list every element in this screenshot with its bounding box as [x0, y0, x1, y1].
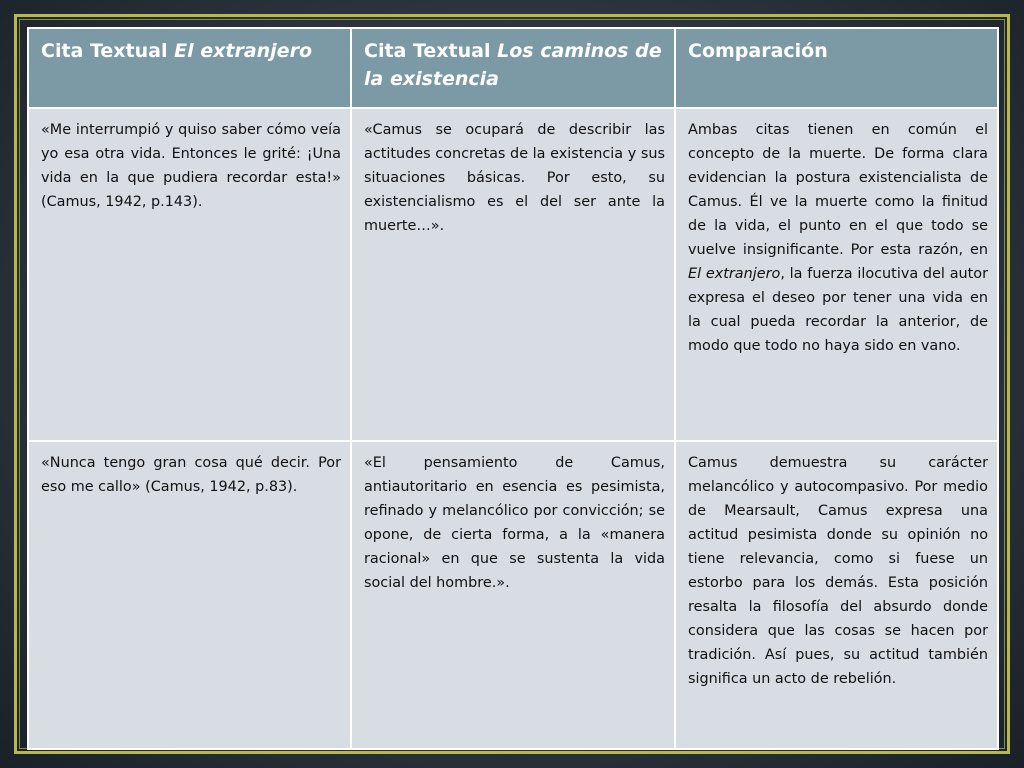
comparison-text: , la fuerza ilocutiva del autor expresa el deseo por tener una vida en la cual pueda recordar la anterior, de modo que todo no haya sido en vano.	[688, 266, 988, 354]
table-row	[28, 108, 998, 441]
comparison-text: Ambas citas tienen en común el concepto de la muerte. De forma clara evidencian la postura existencialista de Camus. Él ve la muerte como la finitud de la vida, el punto en el que todo se vuelve insignificante. Por esta razón, en	[688, 122, 988, 258]
quote-el-extranjero-cell: «Nunca tengo gran cosa qué decir. Por eso me callo» (Camus, 1942, p.83).	[28, 441, 351, 749]
comparison-cell: Camus demuestra su carácter melancólico y autocompasivo. Por medio de Mearsault, Camus expresa una actitud pesimista donde su opinión no tiene relevancia, como si fuese un estorbo para los demás. Esta posición resalta la filosofía del absurdo donde considera que las cosas se hacen por tradición. Así pues, su actitud también significa un acto de rebelión.	[675, 441, 998, 749]
comparison-cell	[675, 108, 998, 441]
table-row	[28, 441, 998, 749]
comparison-book-title: El extranjero	[688, 266, 781, 282]
header-cita-los-caminos	[351, 28, 675, 108]
header-prefix: Cita Textual	[41, 40, 175, 62]
header-label: Comparación	[688, 40, 828, 62]
header-comparacion	[675, 28, 998, 108]
comparison-table	[27, 27, 999, 750]
quote-los-caminos-cell: «El pensamiento de Camus, antiautoritario en esencia es pesimista, refinado y melancólico por convicción; se opone, de cierta forma, a la «manera racional» en que se sustenta la vida social del hombre.».	[351, 441, 675, 749]
quote-el-extranjero-cell: «Me interrumpió y quiso saber cómo veía yo esa otra vida. Entonces le grité: ¡Una vida en la que pudiera recordar esta!» (Camus, 1942, p.143).	[28, 108, 351, 441]
header-prefix: Cita Textual	[364, 40, 498, 62]
header-title: Los caminos de la existencia	[364, 40, 662, 90]
header-title: El extranjero	[174, 40, 312, 62]
quote-los-caminos-cell: «Camus se ocupará de describir las actitudes concretas de la existencia y sus situaciones básicas. Por esto, su existencialismo es el del ser ante la muerte…».	[351, 108, 675, 441]
header-cita-el-extranjero	[28, 28, 351, 108]
table-header-row	[28, 28, 998, 108]
